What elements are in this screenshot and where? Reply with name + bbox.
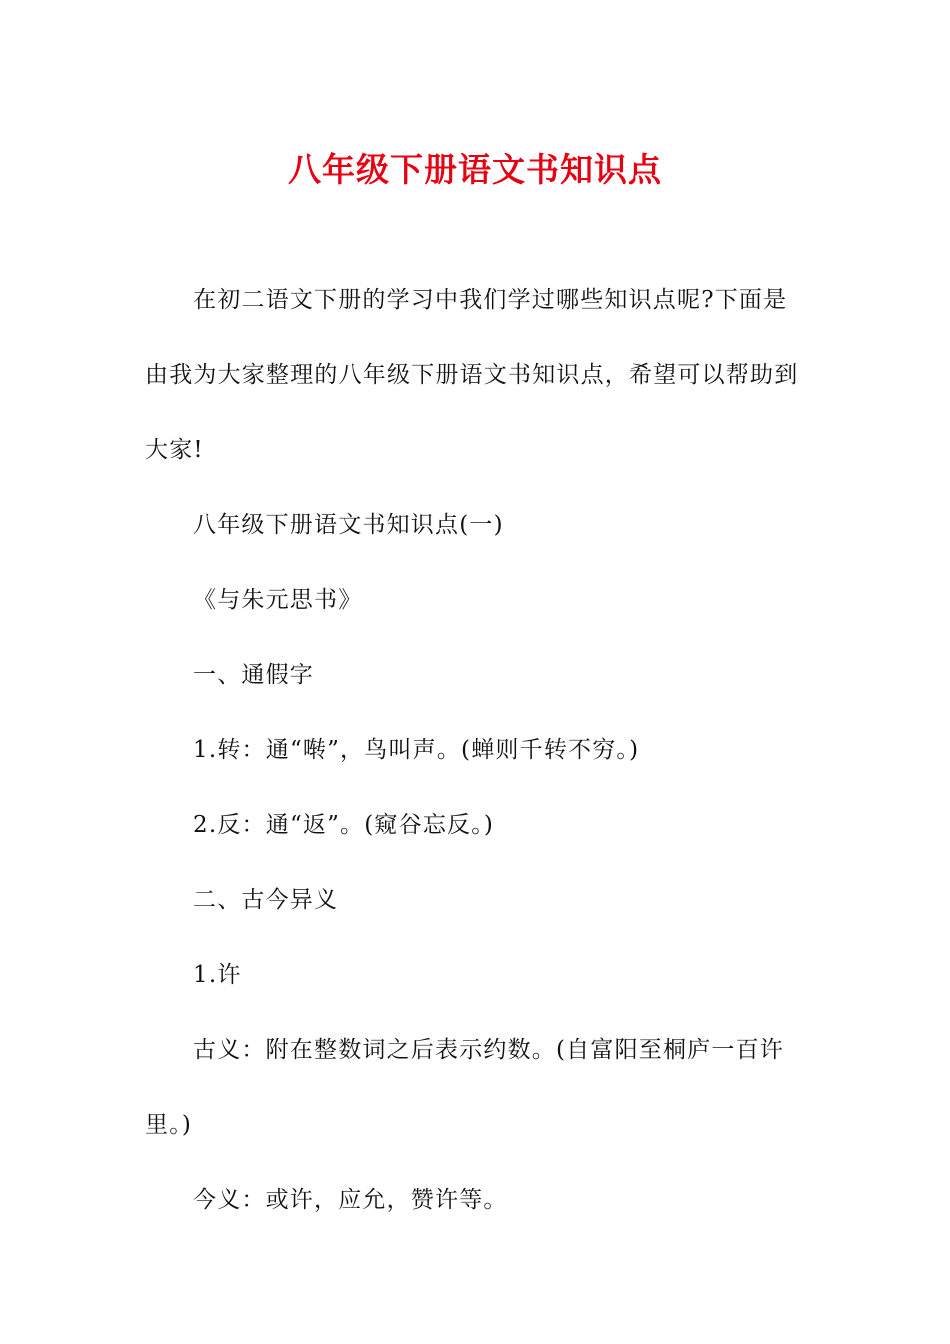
document-body xyxy=(145,263,810,1238)
definition-paragraph: 古义：附在整数词之后表示约数。(自富阳至桐庐一百许里。) xyxy=(145,1037,784,1138)
page-title: 八年级下册语文书知识点 xyxy=(288,150,662,189)
definition-paragraph: 今义：或许，应允，赞许等。 xyxy=(193,1187,508,1213)
intro-paragraph: 在初二语文下册的学习中我们学过哪些知识点呢?下面是由我为大家整理的八年级下册语文书知识点，希望可以帮助到大家! xyxy=(145,287,799,463)
subheading-gujinyiyi: 二、古今异义 xyxy=(193,887,339,913)
lesson-title: 《与朱元思书》 xyxy=(193,587,363,613)
list-item: 1.许 xyxy=(193,962,242,988)
list-item: 2.反：通“返”。(窥谷忘反。) xyxy=(193,812,495,838)
subheading-tongjiazi: 一、通假字 xyxy=(193,662,314,688)
section-heading: 八年级下册语文书知识点(一) xyxy=(193,512,504,538)
list-item: 1.转：通“啭”，鸟叫声。(蝉则千转不穷。) xyxy=(193,737,640,763)
